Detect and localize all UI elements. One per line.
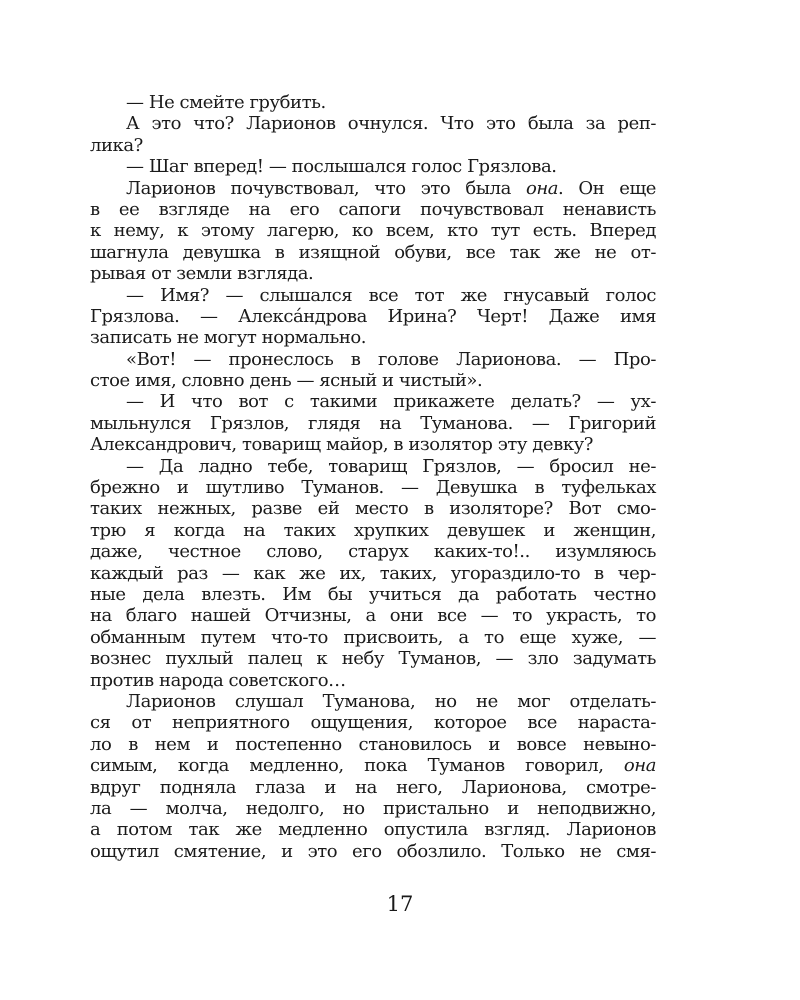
text-line: а потом так же медленно опустила взгляд. Ларионов: [90, 819, 656, 841]
text-line: — И что вот с такими прикажете делать? — ух-: [126, 391, 656, 413]
text-line: стое имя, словно день — ясный и чистый».: [90, 370, 483, 392]
text-line: Ларионов слушал Туманова, но не мог отделать-: [126, 690, 656, 712]
text-line: мыльнулся Грязлов, глядя на Туманова. — Григорий: [90, 412, 656, 434]
text-line: на благо нашей Отчизны, а они все — то украсть, то: [90, 605, 656, 627]
text-line: — Шаг вперед! — послышался голос Грязлова.: [126, 156, 557, 178]
text-line: таких нежных, разве ей место в изоляторе? Вот смо-: [90, 498, 656, 520]
text-line: вдруг подняла глаза и на него, Ларионова, смотре-: [90, 776, 656, 798]
text-line: Ларионов почувствовал, что это была она. Он еще: [126, 177, 656, 199]
text-line: трю я когда на таких хрупких девушек и женщин,: [90, 519, 656, 541]
text-line: Александрович, товарищ майор, в изолятор эту девку?: [90, 434, 593, 456]
text-line: брежно и шутливо Туманов. — Девушка в туфельках: [90, 477, 656, 499]
text-line: вознес пухлый палец к небу Туманов, — зло задумать: [90, 648, 656, 670]
book-page-text: [90, 92, 656, 862]
text-line: обманным путем что-то присвоить, а то еще хуже, —: [90, 626, 656, 648]
text-line: ные дела влезть. Им бы учиться да работать честно: [90, 583, 656, 605]
text-line: — Да ладно тебе, товарищ Грязлов, — бросил не-: [126, 455, 656, 477]
text-line: лика?: [90, 134, 143, 156]
text-line: даже, честное слово, старух каких-то!.. изумляюсь: [90, 541, 656, 563]
text-line: ощутил смятение, и это его обозлило. Только не смя-: [90, 840, 656, 862]
text-line: к нему, к этому лагерю, ко всем, кто тут есть. Вперед: [90, 220, 656, 242]
text-line: каждый раз — как же их, таких, угораздило-то в чер-: [90, 562, 656, 584]
text-line: — Имя? — слышался все тот же гнусавый голос: [126, 284, 656, 306]
text-line: А это что? Ларионов очнулся. Что это была за реп-: [126, 113, 656, 135]
text-line: — Не смейте грубить.: [126, 92, 326, 113]
text-line: в ее взгляде на его сапоги почувствовал ненависть: [90, 198, 656, 220]
text-line: симым, когда медленно, пока Туманов говорил, она: [90, 755, 656, 777]
text-line: «Вот! — пронеслось в голове Ларионова. — Про-: [126, 348, 656, 370]
text-line: Грязлова. — Алекса́ндрова Ирина? Черт! Даже имя: [90, 305, 656, 327]
text-line: ло в нем и постепенно становилось и вовсе невыно-: [90, 733, 656, 755]
text-line: рывая от земли взгляда.: [90, 263, 314, 285]
text-line: ла — молча, недолго, но пристально и неподвижно,: [90, 797, 656, 819]
text-line: ся от неприятного ощущения, которое все нараста-: [90, 712, 656, 734]
text-line: шагнула девушка в изящной обуви, все так же не от-: [90, 241, 656, 263]
text-line: против народа советского…: [90, 669, 346, 691]
page-number: 17: [386, 892, 414, 916]
text-line: записать не могут нормально.: [90, 327, 367, 349]
